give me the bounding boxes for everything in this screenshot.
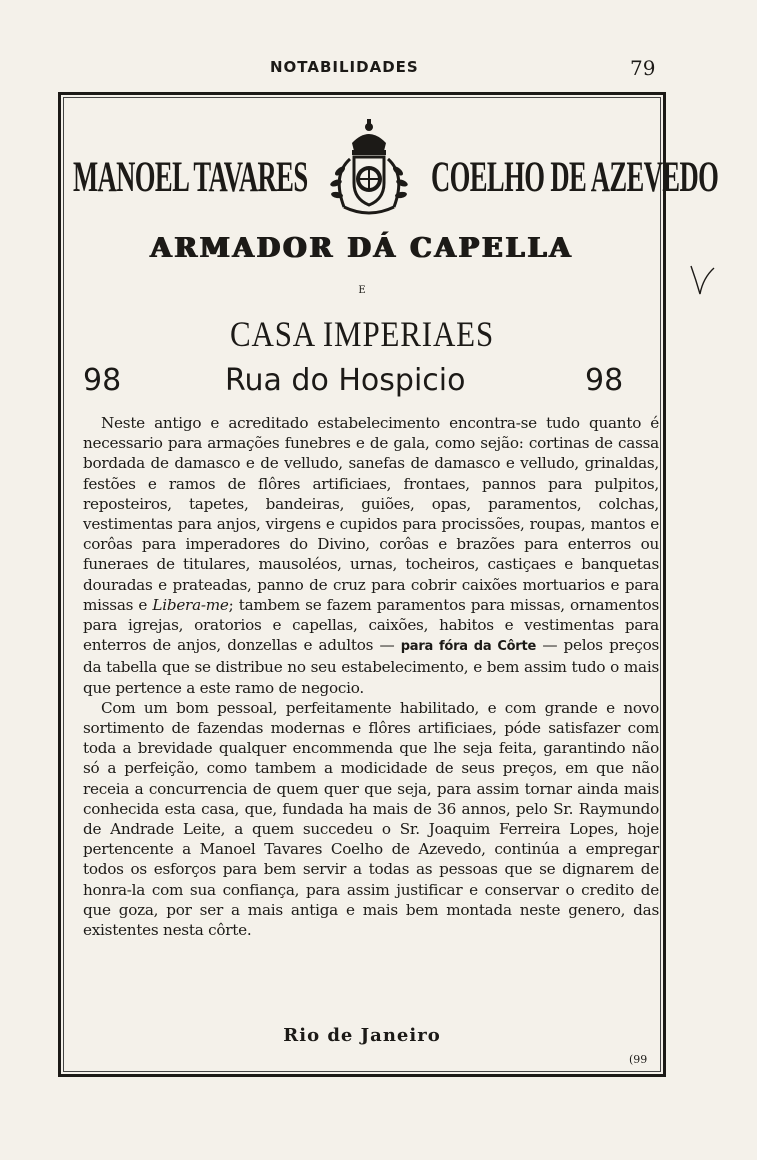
address-line <box>75 363 655 403</box>
paragraph-1-italic: Libera-me <box>152 595 229 614</box>
paragraph-1-part-a: Neste antigo e acreditado estabelecimento encontra-se tudo quanto é necessario para armações funebres e de gala, como sejão: cortinas de cassa bordada de damasco e de velludo, sanefas de damasco e velludo, grinaldas, festões e ramos de flôres artificiaes, frontaes, pannos para pulpitos, reposteiros, tapetes, bandeiras, guiões, opas, paramentos, colchas, vestimentas para anjos, virgens e cupidos para procissões, roupas, mantos e corôas para imperadores do Divino, corôas e brazões para enterros ou funeraes de titulares, mausoléos, urnas, tocheiros, castiçaes e banquetas douradas e prateadas, panno de cruz para cobrir caixões mortuarios e para missas e <box>83 414 659 614</box>
body-paragraph-1 <box>83 413 659 698</box>
imperial-coat-of-arms-icon <box>314 115 424 225</box>
city-name: Rio de Janeiro <box>283 1025 441 1046</box>
proprietor-name-left: MANOEL TAVARES <box>73 154 308 201</box>
handwritten-check-mark <box>688 262 718 298</box>
paragraph-1-part-b: ; tambem se fazem paramentos para missas, ornamentos para igrejas, oratorios e capellas, caixões, habitos e vestimentas para enterros de anjos, donzellas e adultos — <box>83 595 660 655</box>
conjunction: E <box>358 285 366 296</box>
proprietor-name-right: COELHO DE AZEVEDO <box>431 154 719 201</box>
advertisement-frame <box>58 92 719 1077</box>
address-number-right: 98 <box>585 363 624 398</box>
house-title: CASA IMPERIAES <box>229 314 495 354</box>
paragraph-1-bold: para fóra da Côrte <box>400 639 537 655</box>
advertisement-body <box>83 413 659 940</box>
trade-title: ARMADOR DÁ CAPELLA <box>150 233 574 264</box>
address-number-left: 98 <box>83 363 122 398</box>
advertisement <box>61 95 719 1074</box>
running-head <box>0 56 757 86</box>
page-number: 79 <box>630 56 656 80</box>
proprietor-name-row <box>69 115 719 225</box>
paragraph-1-part-c: — pelos preços da tabella que se distribue no seu estabelecimento, e bem assim tudo o mais que pertence a este ramo de negocio. <box>83 636 660 697</box>
body-paragraph-2: Com um bom pessoal, perfeitamente habilitado, e com grande e novo sortimento de fazendas modernas e flôres artificiaes, póde satisfazer com toda a brevidade qualquer encommenda que lhe seja feita, garantindo não só a perfeição, como tambem a modicidade de seus preços, em que não receia a concurrencia de quem quer que seja, para assim tornar ainda mais conhecida esta casa, que, fundada ha mais de 36 annos, pelo Sr. Raymundo de Andrade Leite, a quem succedeu o Sr. Joaquim Ferreira Lopes, hoje pertencente a Manoel Tavares Coelho de Azevedo, continúa a empregar todos os esforços para bem servir a todas as pessoas que se dignarem de honra-la com sua confiança, para assim justificar e conservar o credito de que goza, por ser a mais antiga e mais bem montada neste genero, das existentes nesta côrte. <box>83 698 659 940</box>
address-street: Rua do Hospicio <box>225 363 466 398</box>
running-title: NOTABILIDADES <box>270 58 419 76</box>
advertisement-code: (99 <box>629 1053 648 1066</box>
